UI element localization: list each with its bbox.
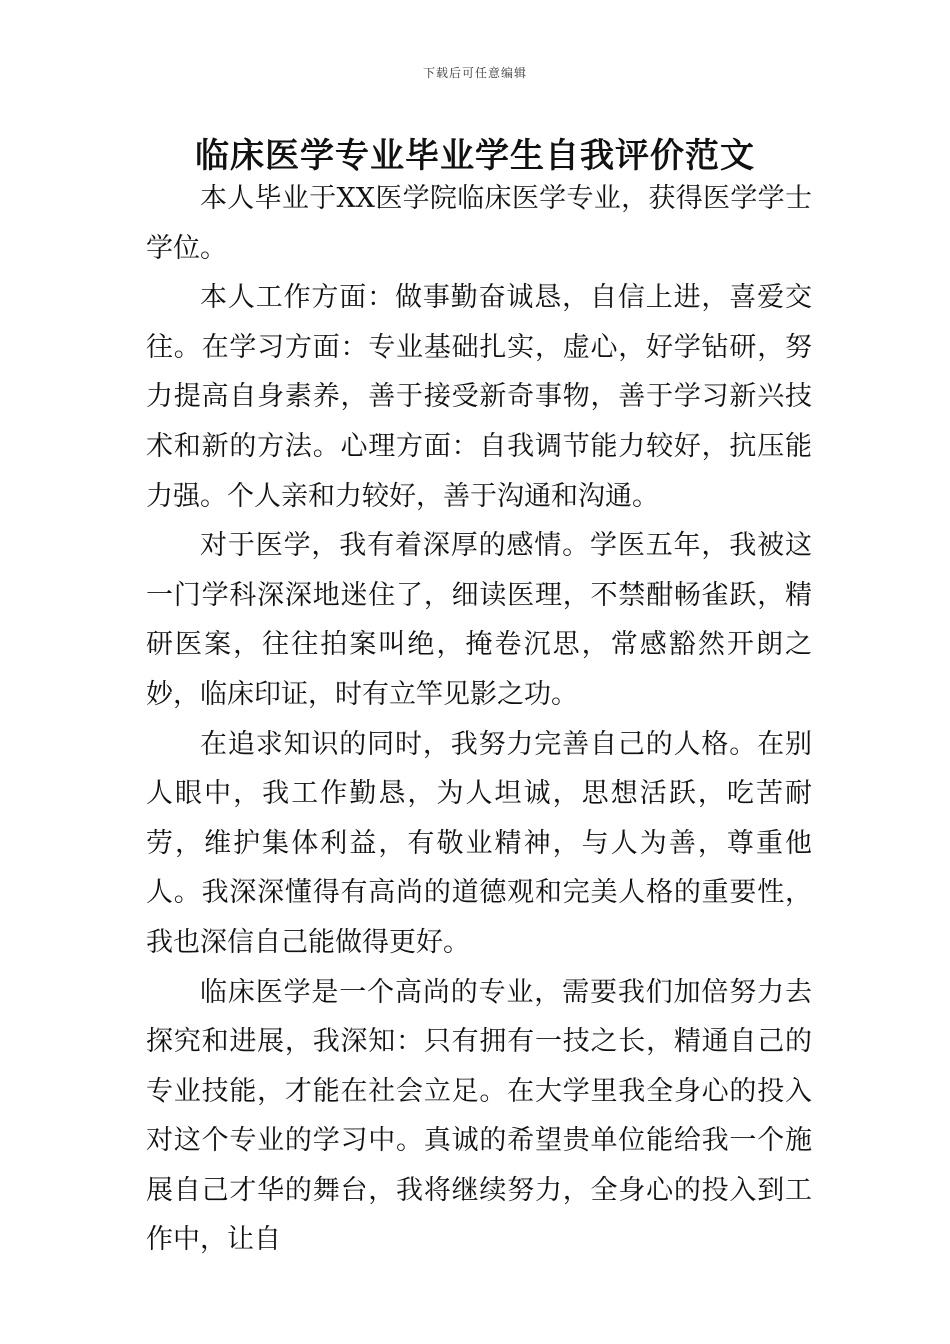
paragraph: 本人工作方面：做事勤奋诚恳，自信上进，喜爱交往。在学习方面：专业基础扎实，虚心，好学钻研，努力提高自身素养，善于接受新奇事物，善于学习新兴技术和新的方法。心理方面：自我调节能力较好，抗压能力强。个人亲和力较好，善于沟通和沟通。 (146, 282, 812, 512)
paragraph: 临床医学是一个高尚的专业，需要我们加倍努力去探究和进展，我深知：只有拥有一技之长，精通自己的专业技能，才能在社会立足。在大学里我全身心的投入对这个专业的学习中。真诚的希望贵单位能给我一个施展自己才华的舞台，我将继续努力，全身心的投入到工作中，让自 (146, 976, 812, 1256)
document-title: 临床医学专业毕业学生自我评价范文 (195, 136, 755, 176)
header-note: 下载后可任意编辑 (422, 66, 527, 80)
document-body (146, 174, 812, 1265)
paragraph: 在追求知识的同时，我努力完善自己的人格。在别人眼中，我工作勤恳，为人坦诚，思想活跃，吃苦耐劳，维护集体利益，有敬业精神，与人为善，尊重他人。我深深懂得有高尚的道德观和完美人格的重要性，我也深信自己能做得更好。 (146, 728, 812, 958)
paragraph: 对于医学，我有着深厚的感情。学医五年，我被这一门学科深深地迷住了，细读医理，不禁酣畅雀跃，精研医案，往往拍案叫绝，掩卷沉思，常感豁然开朗之妙，临床印证，时有立竿见影之功。 (146, 530, 812, 710)
paragraph: 本人毕业于XX医学院临床医学专业，获得医学学士学位。 (146, 183, 812, 264)
